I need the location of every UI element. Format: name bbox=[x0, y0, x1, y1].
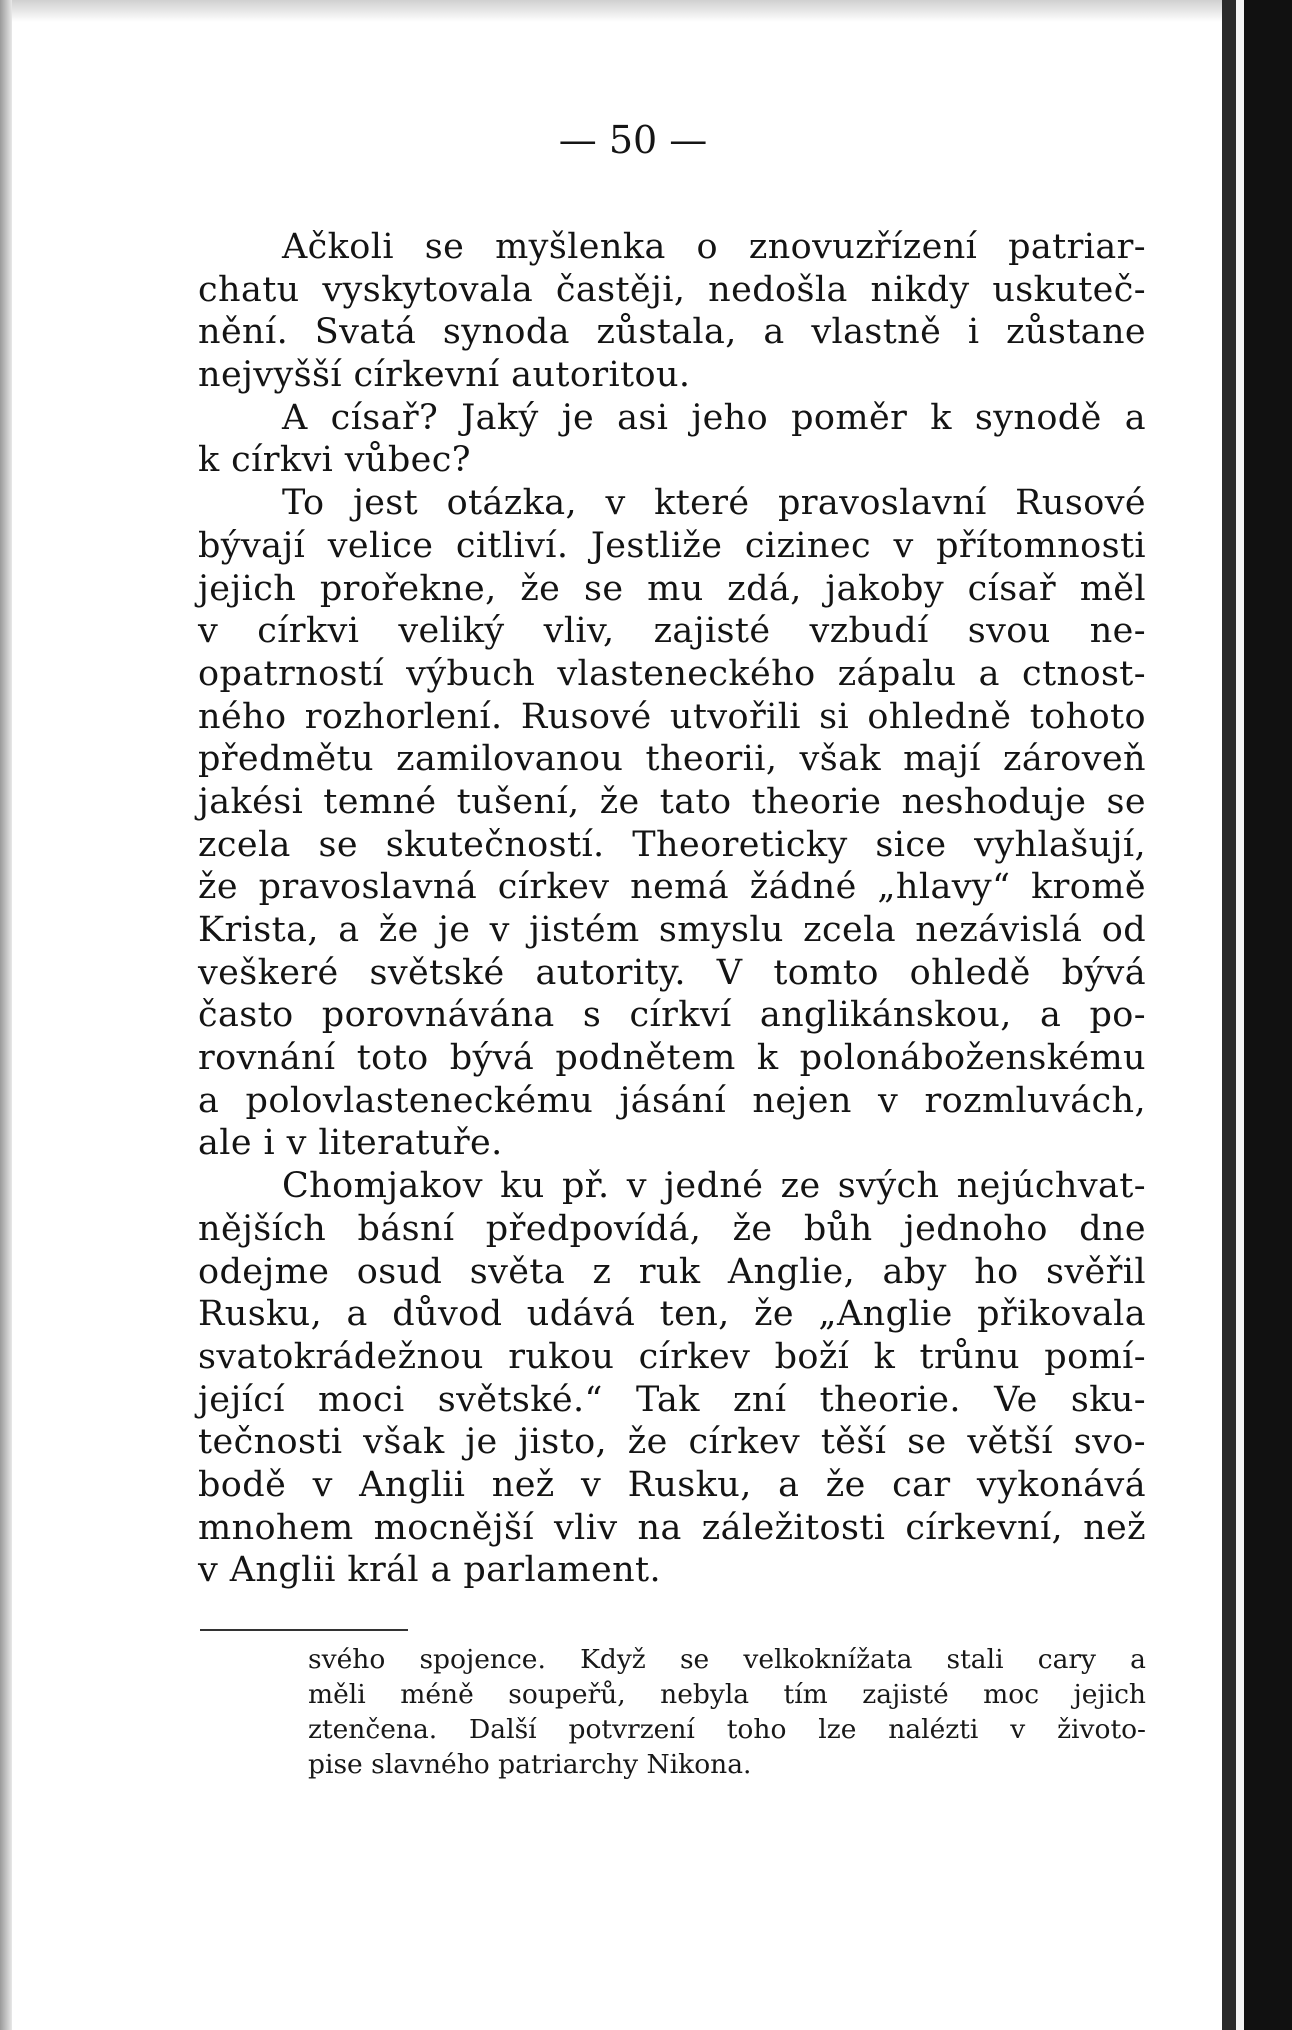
page-right-border bbox=[1222, 0, 1236, 2030]
body-line: ného rozhorlení. Rusové utvořili si ohledně tohoto bbox=[198, 696, 1146, 737]
body-line: Krista, a že je v jistém smyslu zcela nezávislá od bbox=[198, 910, 1146, 950]
body-line: chatu vyskytovala častěji, nedošla nikdy uskuteč- bbox=[198, 269, 1146, 310]
body-line: svatokrádežnou rukou církev boží k trůnu pomí- bbox=[198, 1336, 1146, 1377]
page-number bbox=[0, 118, 1292, 162]
body-line: zcela se skutečností. Theoreticky sice vyhlašují, bbox=[198, 824, 1146, 865]
page-right-gap bbox=[1236, 0, 1244, 2030]
page-left-edge-shadow bbox=[0, 0, 12, 2030]
body-line: nejvyšší církevní autoritou. bbox=[198, 355, 691, 396]
body-line: rovnání toto bývá podnětem k polonáboženskému bbox=[198, 1038, 1146, 1079]
footnote-line: svého spojence. Když se velkoknížata stali cary a bbox=[308, 1644, 1146, 1675]
body-line: k církvi vůbec? bbox=[198, 440, 471, 481]
footnote bbox=[308, 1642, 1146, 1782]
body-line: bodě v Anglii než v Rusku, a že car vykonává bbox=[198, 1464, 1146, 1505]
body-line: ale i v literatuře. bbox=[198, 1123, 503, 1164]
body-line: jejich prořekne, že se mu zdá, jakoby císař měl bbox=[198, 568, 1146, 609]
body-line: Rusku, a důvod udává ten, že „Anglie přikovala bbox=[198, 1294, 1146, 1335]
footnote-line: pise slavného patriarchy Nikona. bbox=[308, 1749, 752, 1780]
page-number-text: — 50 — bbox=[558, 118, 708, 162]
body-line: že pravoslavná církev nemá žádné „hlavy“ kromě bbox=[198, 867, 1146, 908]
body-line: a polovlasteneckému jásání nejen v rozmluvách, bbox=[198, 1080, 1146, 1121]
body-line: Ačkoli se myšlenka o znovuzřízení patriar- bbox=[282, 227, 1146, 267]
body-line: Chomjakov ku př. v jedné ze svých nejúchvat- bbox=[282, 1166, 1146, 1207]
body-line: To jest otázka, v které pravoslavní Rusové bbox=[282, 483, 1146, 524]
body-line: mnohem mocnější vliv na záležitosti církevní, než bbox=[198, 1507, 1146, 1548]
body-line: nějších básní předpovídá, že bůh jednoho dne bbox=[198, 1208, 1146, 1249]
scan-background-edge bbox=[1244, 0, 1292, 2030]
body-line: tečnosti však je jisto, že církev těší se větší svo- bbox=[198, 1422, 1146, 1463]
body-line: v církvi veliký vliv, zajisté vzbudí svou ne- bbox=[198, 611, 1146, 652]
footnote-line: ztenčena. Další potvrzení toho lze nalézti v životo- bbox=[308, 1714, 1146, 1745]
body-line: nění. Svatá synoda zůstala, a vlastně i zůstane bbox=[198, 312, 1146, 353]
body-line: často porovnávána s církví anglikánskou, a po- bbox=[198, 995, 1146, 1036]
page-top-shadow bbox=[12, 0, 1222, 22]
body-line: jející moci světské.“ Tak zní theorie. Ve sku- bbox=[198, 1379, 1146, 1420]
body-line: opatrností výbuch vlasteneckého zápalu a ctnost- bbox=[198, 653, 1146, 694]
body-line: předmětu zamilovanou theorii, však mají zároveň bbox=[198, 739, 1146, 780]
body-text bbox=[198, 226, 1146, 1592]
body-line: v Anglii král a parlament. bbox=[198, 1550, 662, 1591]
body-line: A císař? Jaký je asi jeho poměr k synodě a bbox=[282, 397, 1146, 438]
body-line: jakési temné tušení, že tato theorie neshoduje se bbox=[198, 781, 1146, 822]
body-line: bývají velice citliví. Jestliže cizinec v přítomnosti bbox=[198, 525, 1146, 566]
body-line: veškeré světské autority. V tomto ohledě bývá bbox=[198, 952, 1146, 993]
footnote-line: měli méně soupeřů, nebyla tím zajisté moc jejich bbox=[308, 1679, 1146, 1710]
body-line: odejme osud světa z ruk Anglie, aby ho svěřil bbox=[198, 1251, 1146, 1292]
footnote-separator bbox=[200, 1629, 408, 1631]
